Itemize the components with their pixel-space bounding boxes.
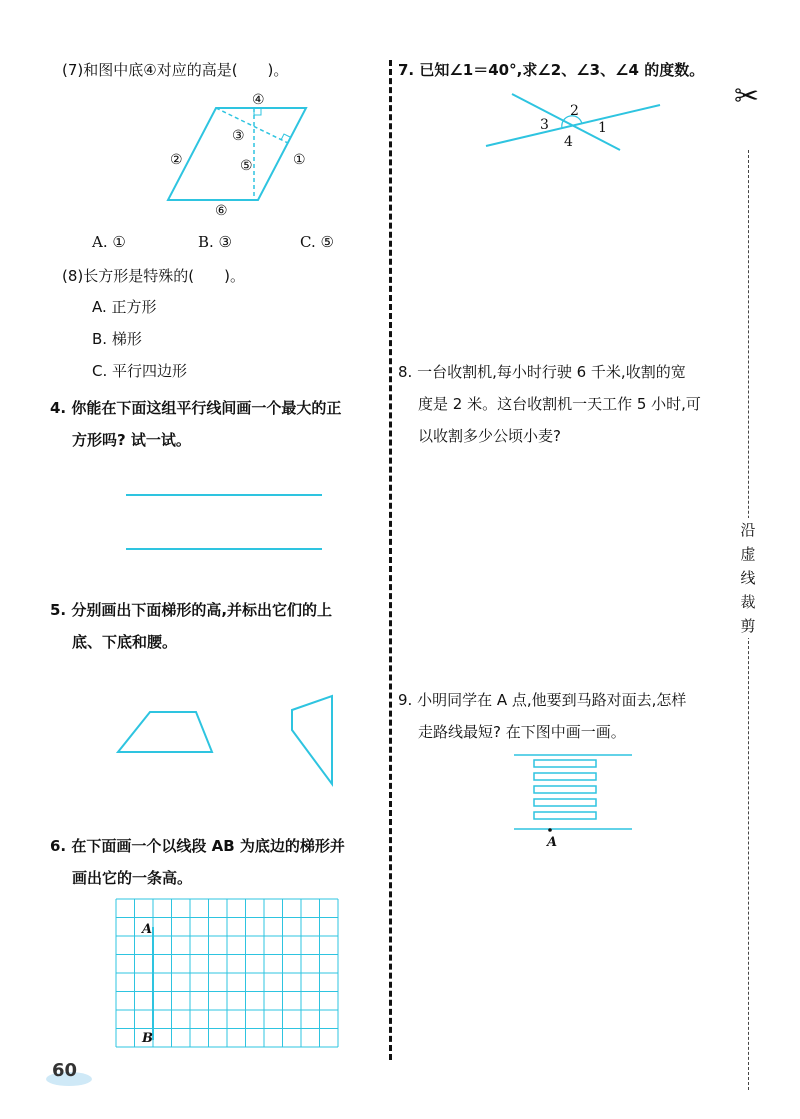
q8-left-stem: (8)长方形是特殊的( )。 (62, 267, 245, 285)
point-a-label: A (547, 835, 558, 850)
q4-line-2: 方形吗? 试一试。 (72, 431, 191, 449)
point-a (548, 828, 552, 832)
angle-label-4: 4 (564, 134, 573, 150)
fig-label-4: ④ (252, 92, 265, 108)
q7-right-text: 7. 已知∠1＝40°,求∠2、∠3、∠4 的度数。 (398, 61, 705, 79)
q8-right-line-3: 以收割多少公顷小麦? (418, 427, 561, 445)
scissors-icon: ✂ (734, 79, 760, 114)
page-number: 60 (52, 1060, 78, 1081)
q4-line-1: 4. 你能在下面这组平行线间画一个最大的正 (50, 399, 342, 417)
q7-option-c: C. ⑤ (300, 233, 334, 251)
intersecting-lines-figure (484, 88, 664, 152)
q6-line-1: 6. 在下面画一个以线段 AB 为底边的梯形并 (50, 837, 345, 855)
crosswalk-stripe (534, 773, 596, 780)
trapezoid-1 (118, 712, 212, 752)
q6-line-2: 画出它的一条高。 (72, 869, 193, 887)
crosswalk-stripe (534, 812, 596, 819)
crosswalk-figure (510, 750, 640, 850)
parallel-lines (126, 490, 326, 554)
angle-label-1: 1 (598, 120, 607, 136)
q8-right-line-1: 8. 一台收割机,每小时行驶 6 千米,收割的宽 (398, 363, 686, 381)
column-divider (389, 60, 392, 1060)
grid-label-a: A (142, 922, 153, 937)
q8-option-a: A. 正方形 (92, 298, 157, 316)
angle-label-3: 3 (540, 117, 549, 133)
parallelogram (168, 108, 306, 200)
grid-label-b: B (142, 1031, 153, 1046)
q8-option-c: C. 平行四边形 (92, 362, 188, 380)
angle-label-2: 2 (570, 103, 579, 119)
trapezoid-2 (292, 696, 332, 784)
q5-line-1: 5. 分别画出下面梯形的高,并标出它们的上 (50, 601, 333, 619)
fig-label-2: ② (170, 152, 183, 168)
q7-option-b: B. ③ (198, 233, 233, 251)
fig-label-6: ⑥ (215, 203, 228, 219)
q8-option-b: B. 梯形 (92, 330, 142, 348)
q9-line-2: 走路线最短? 在下图中画一画。 (418, 723, 626, 741)
crosswalk-stripe (534, 760, 596, 767)
crosswalk-stripe (534, 799, 596, 806)
fig-label-5: ⑤ (240, 158, 253, 174)
q8-right-line-2: 度是 2 米。这台收割机一天工作 5 小时,可 (418, 395, 701, 413)
cut-label: 沿虚线裁剪 (737, 518, 759, 638)
q5-line-2: 底、下底和腰。 (72, 633, 178, 651)
square-grid (116, 899, 338, 1049)
q9-line-1: 9. 小明同学在 A 点,他要到马路对面去,怎样 (398, 691, 687, 709)
height-5 (216, 108, 288, 143)
fig-label-1: ① (293, 152, 306, 168)
fig-label-3: ③ (232, 128, 245, 144)
crosswalk-stripe (534, 786, 596, 793)
right-angle-mark-1 (254, 108, 261, 115)
q7-option-a: A. ① (92, 233, 126, 251)
q7-left-stem: (7)和图中底④对应的高是( )。 (62, 61, 289, 79)
trapezoid-figures (110, 690, 350, 790)
parallelogram-figure (160, 88, 320, 218)
